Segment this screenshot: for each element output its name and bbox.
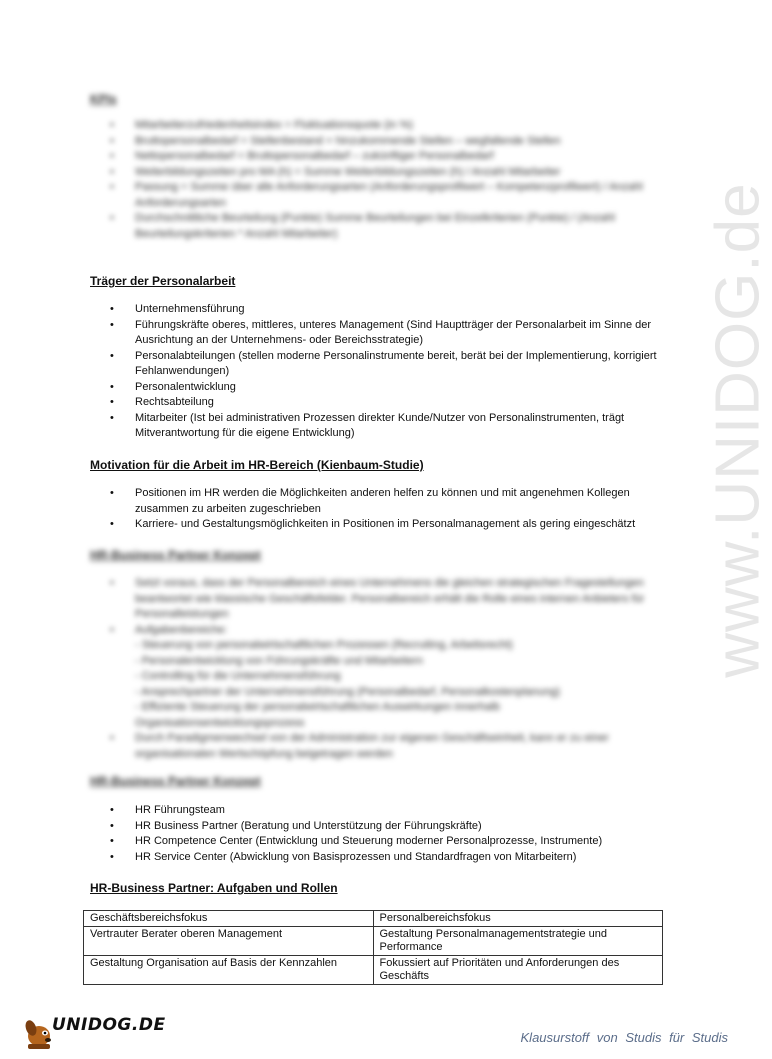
traeger-list (110, 302, 670, 442)
hrbp-concept-list (110, 576, 670, 762)
sub-item: - Ansprechpartner der Unternehmensführung (Personalbedarf, Personalkostenplanung) (135, 685, 560, 698)
logo-text: UNIDOG.DE (52, 1015, 166, 1035)
table-cell: Gestaltung Organisation auf Basis der Kennzahlen (84, 956, 374, 985)
hrbp-heading-blurred: HR-Business Partner Konzept (90, 548, 261, 562)
table-row (84, 911, 663, 927)
sub-item: - Steuerung von personalwirtschaftlichen Prozessen (Recruiting, Arbeitsrecht) (135, 639, 513, 651)
list-item: • Durchschnittliche Beurteilung (Punkte) Summe Beurteilungen bei Einzelkriterien (Punkte) / (Anzahl Beurteilungskriterien * Anzahl Mitarbeiter) (110, 211, 670, 242)
list-item: • Rechtsabteilung (110, 395, 670, 411)
table-cell: Vertrauter Berater oberen Management (84, 927, 374, 956)
list-item: • Karriere- und Gestaltungsmöglichkeiten in Positionen im Personalmanagement als gering eingeschätzt (110, 517, 670, 533)
list-item: • HR Competence Center (Entwicklung und Steuerung moderner Personalprozesse, Instrumente) (110, 834, 670, 850)
list-item-text: Setzt voraus, dass der Personalbereich eines Unternehmens die gleichen strategischen Fragestellungen beantwortet wie klassische Geschäftsfelder. Personalbereich erhält die Rolle eines internen Anbieters für Personalleistungen (135, 577, 645, 620)
list-item-text: Durch Paradigmenwechsel von der Administration zur eigenen Geschäftseinheit, kann er zu einer organisationalen Wertschöpfung beigetragen werden (135, 732, 609, 760)
list-item: • Mitarbeiterzufriedenheitsindex = Fluktuationsquote (in %) (110, 118, 670, 134)
table-cell: Personalbereichsfokus (373, 911, 663, 927)
list-item: • HR Führungsteam (110, 803, 670, 819)
hrbp-structure-list (110, 803, 670, 865)
roles-table (83, 910, 663, 985)
list-item (110, 576, 670, 623)
traeger-heading: Träger der Personalarbeit (90, 274, 236, 288)
table-row (84, 927, 663, 956)
list-item-text: Aufgabenbereiche: (135, 623, 228, 636)
kpis-heading: KPIs (90, 92, 117, 106)
hrbp-structure-heading: HR-Business Partner Konzept (90, 774, 261, 788)
footer-tagline: Klausurstoff von Studis für Studis (520, 1030, 728, 1045)
sub-item: - Controlling für die Unternehmensführung (135, 670, 341, 682)
list-item: • Führungskräfte oberes, mittleres, unteres Management (Sind Hauptträger der Personalarbeit im Sinne der Ausrichtung an der Unternehmens- oder Bereichsstrategie) (110, 318, 670, 349)
list-item: • HR Business Partner (Beratung und Unterstützung der Führungskräfte) (110, 819, 670, 835)
list-item: • Mitarbeiter (Ist bei administrativen Prozessen direkter Kunde/Nutzer von Personalinstrumenten, trägt Mitverantwortung für die eigene Entwicklung) (110, 411, 670, 442)
list-item: • Passung = Summe über alle Anforderungsarten (Anforderungsprofilwert – Kompetenzprofilwert) / Anzahl Anforderungsarten (110, 180, 670, 211)
list-item: • Personalentwicklung (110, 380, 670, 396)
motivation-heading: Motivation für die Arbeit im HR-Bereich (Kienbaum-Studie) (90, 458, 424, 472)
table-cell: Geschäftsbereichsfokus (84, 911, 374, 927)
list-item: • Personalabteilungen (stellen moderne Personalinstrumente bereit, berät bei der Implementierung, korrigiert Fehlanwendungen) (110, 349, 670, 380)
sub-item: - Personalentwicklung von Führungskräfte und Mitarbeitern (135, 654, 423, 667)
list-item: • Bruttopersonalbedarf = Stellenbestand + hinzukommende Stellen – wegfallende Stellen (110, 134, 670, 150)
table-cell: Fokussiert auf Prioritäten und Anforderungen des Geschäfts (373, 956, 663, 985)
list-item (110, 731, 670, 762)
list-item: • Positionen im HR werden die Möglichkeiten anderen helfen zu können und mit angenehmen Kollegen zusammen zu arbeiten zugeschrieben (110, 486, 670, 517)
watermark: www.UNIDOG.de (703, 182, 772, 678)
list-item: • HR Service Center (Abwicklung von Basisprozessen und Standardfragen von Mitarbeitern) (110, 850, 670, 866)
list-item: • Weiterbildungszeiten pro MA (h) = Summe Weiterbildungszeiten (h) / Anzahl Mitarbeiter (110, 165, 670, 181)
motivation-list (110, 486, 670, 533)
list-item: • Nettopersonalbedarf = Bruttopersonalbedarf – zukünftiger Personalbedarf (110, 149, 670, 165)
sub-item: - Effiziente Steuerung der personalwirtschaftlichen Auswirkungen innerhalb Organisationsentwicklungsprozess (135, 701, 500, 729)
list-item: • Unternehmensführung (110, 302, 670, 318)
table-cell: Gestaltung Personalmanagementstrategie und Performance (373, 927, 663, 956)
table-row (84, 956, 663, 985)
list-item (110, 623, 670, 732)
roles-heading: HR-Business Partner: Aufgaben und Rollen (90, 881, 338, 895)
kpis-list (110, 118, 670, 242)
